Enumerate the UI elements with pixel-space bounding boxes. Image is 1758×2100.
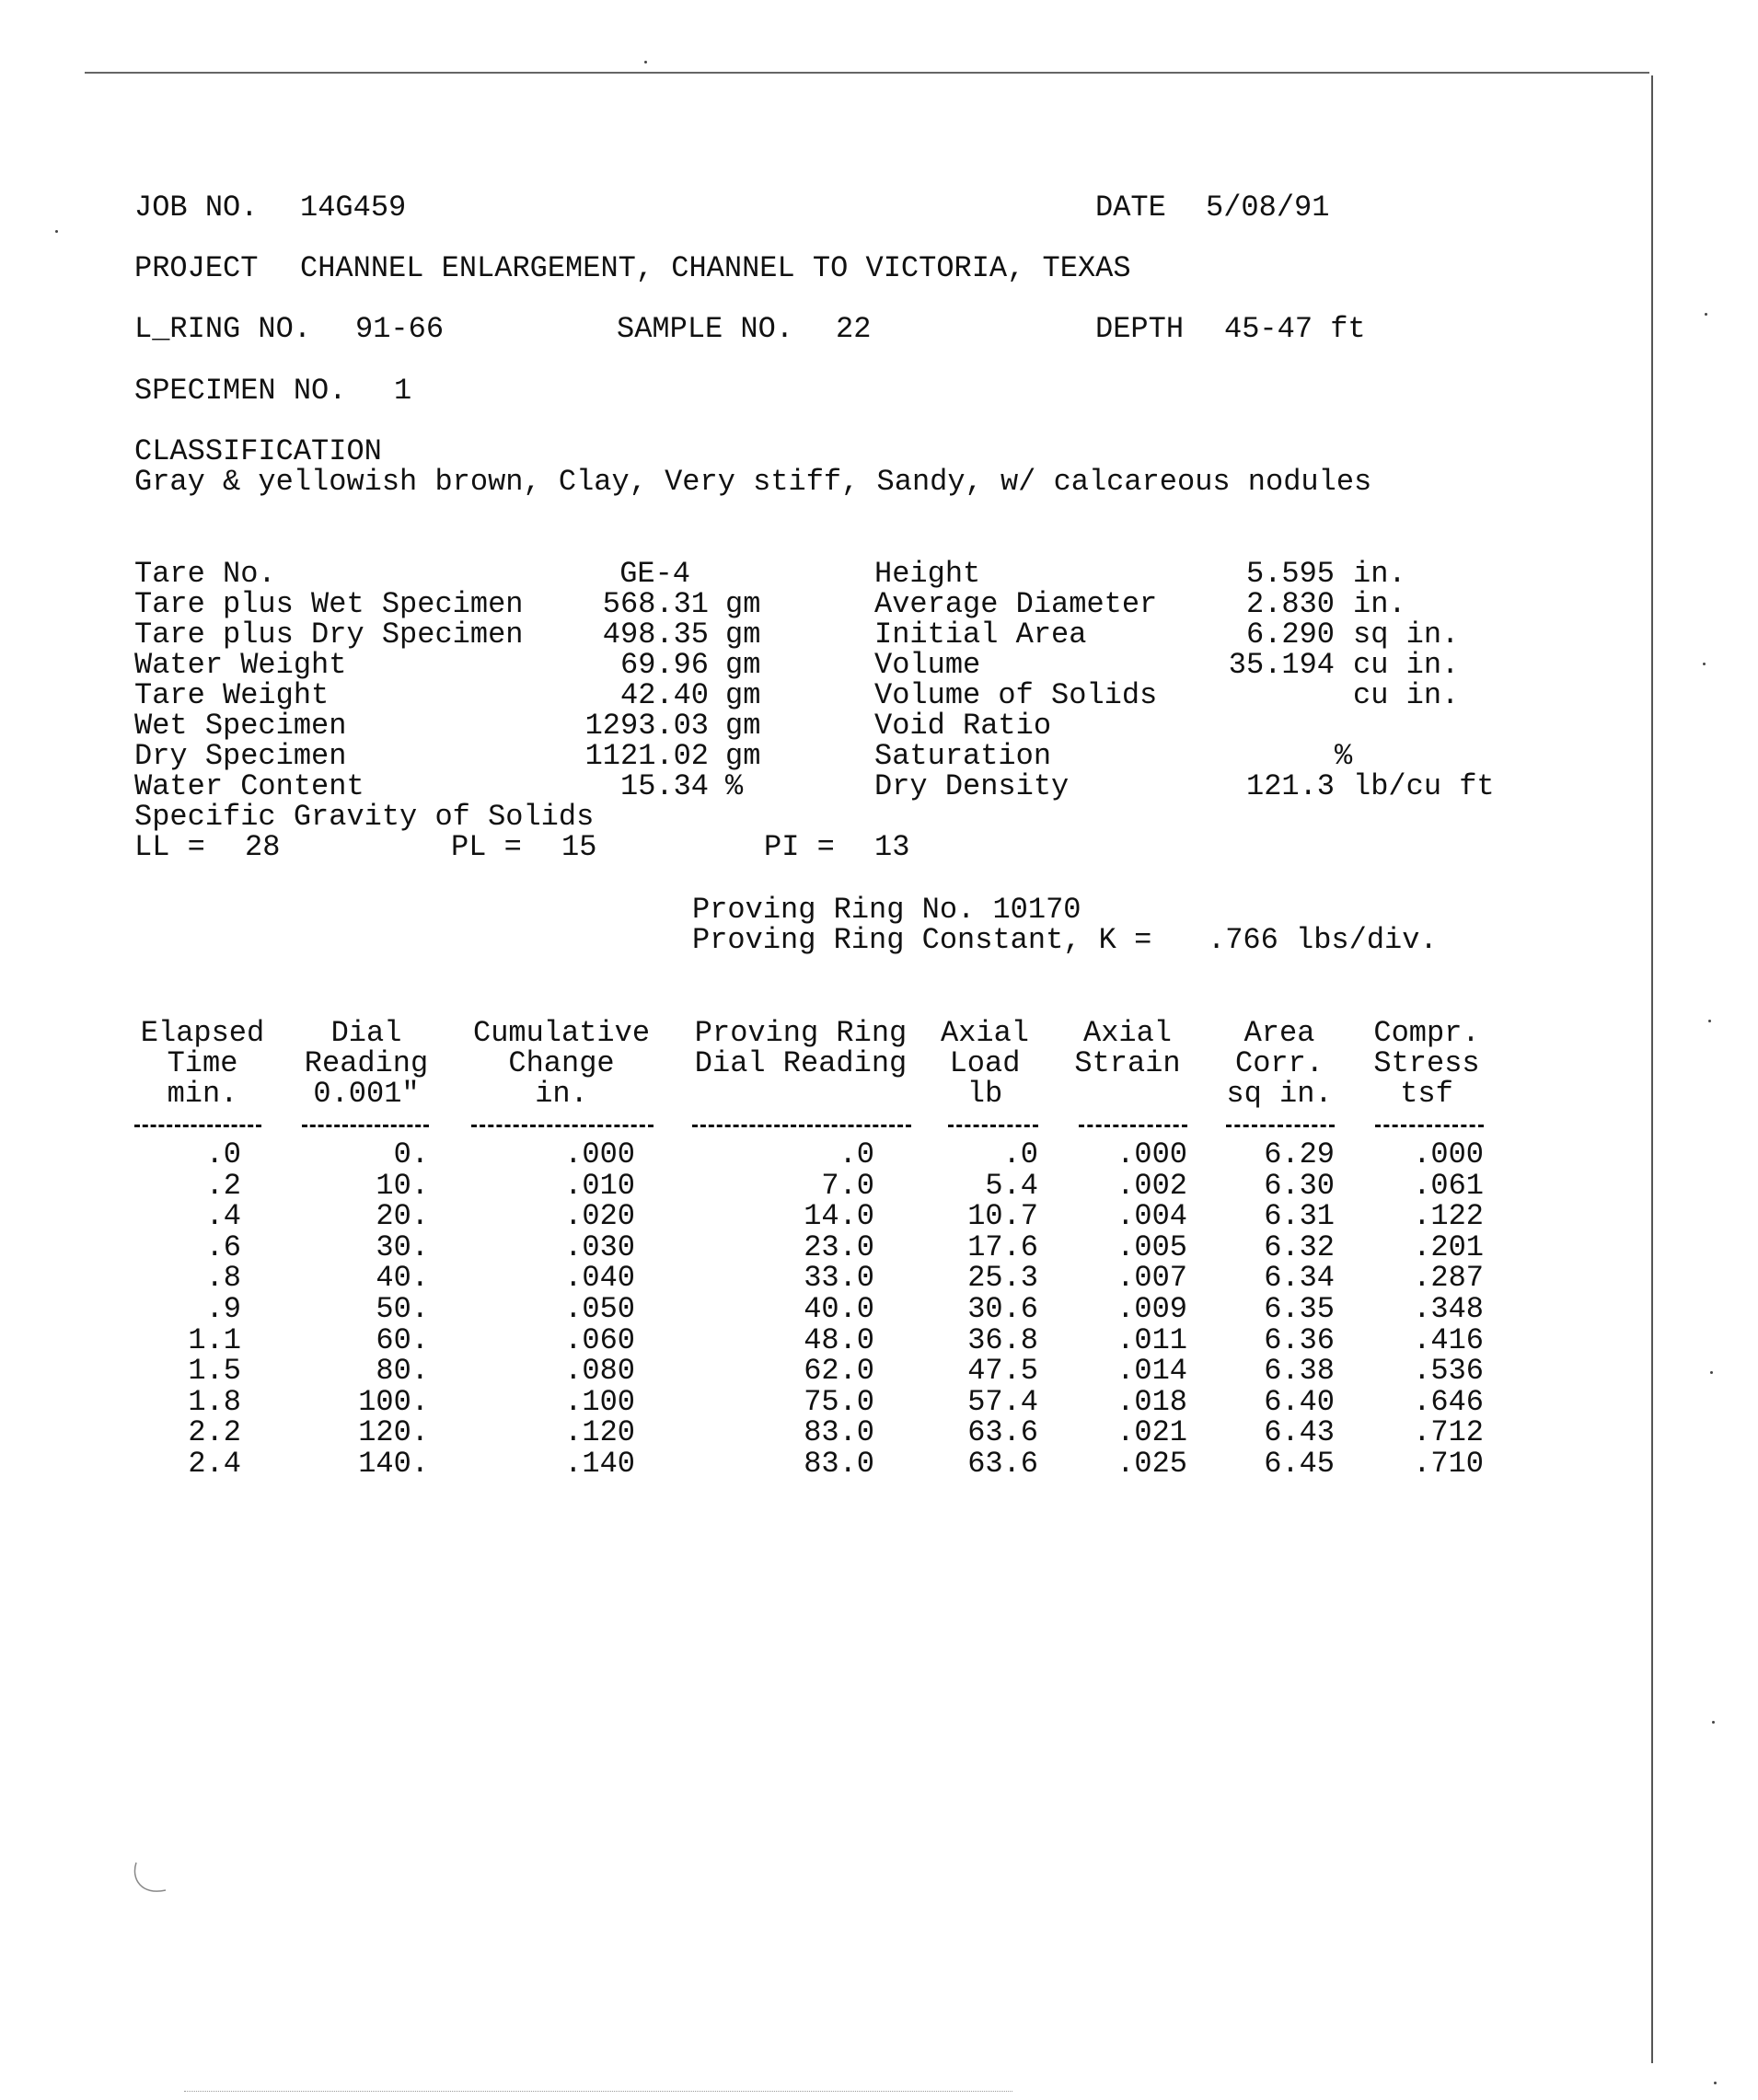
prop-value: 1293.03 <box>584 709 709 743</box>
column-header: Axial Strain <box>1074 1016 1181 1080</box>
proving-ring-reading-cell: .0 <box>839 1137 874 1171</box>
scan-speck <box>1705 313 1707 316</box>
prop-unit: gm <box>725 739 761 773</box>
column-header: Proving Ring Dial Reading <box>694 1016 908 1080</box>
prop-value: 121.3 <box>1245 769 1335 803</box>
prop-value: 5.595 <box>1245 557 1335 591</box>
axial-strain-cell: .011 <box>1116 1323 1187 1357</box>
elapsed-time-cell: 1.1 <box>188 1323 241 1357</box>
axial-strain-cell: .025 <box>1116 1447 1187 1481</box>
prop-label: Water Weight <box>134 648 347 682</box>
axial-strain-cell: .000 <box>1116 1137 1187 1171</box>
axial-strain-cell: .009 <box>1116 1292 1187 1326</box>
prop-unit: % <box>1335 739 1353 773</box>
scan-speck <box>1710 1371 1713 1374</box>
proving-ring-reading-cell: 14.0 <box>804 1199 874 1233</box>
compr-stress-cell: .000 <box>1413 1137 1484 1171</box>
axial-strain-cell: .004 <box>1116 1199 1187 1233</box>
proving-ring-reading-cell: 75.0 <box>804 1385 874 1419</box>
proving-ring-reading-cell: 83.0 <box>804 1415 874 1449</box>
area-corr-cell: 6.35 <box>1264 1292 1335 1326</box>
proving-ring-constant-value: .766 lbs/div. <box>1208 923 1438 957</box>
dial-reading-cell: 40. <box>376 1261 429 1295</box>
elapsed-time-cell: .2 <box>205 1169 241 1203</box>
compr-stress-cell: .348 <box>1413 1292 1484 1326</box>
compr-stress-cell: .712 <box>1413 1415 1484 1449</box>
compr-stress-cell: .201 <box>1413 1230 1484 1264</box>
elapsed-time-cell: 2.2 <box>188 1415 241 1449</box>
axial-load-cell: 36.8 <box>967 1323 1038 1357</box>
prop-label: Dry Specimen <box>134 739 347 773</box>
prop-value: 15.34 <box>619 769 709 803</box>
project-name: CHANNEL ENLARGEMENT, CHANNEL TO VICTORIA, TEXAS <box>300 251 1131 285</box>
axial-strain-cell: .018 <box>1116 1385 1187 1419</box>
prop-label: Tare plus Wet Specimen <box>134 587 524 621</box>
axial-load-cell: 25.3 <box>967 1261 1038 1295</box>
dial-reading-cell: 20. <box>376 1199 429 1233</box>
prop-value: 6.290 <box>1245 617 1335 652</box>
cumulative-change-cell: .010 <box>564 1169 635 1203</box>
sample-label: SAMPLE NO. <box>617 312 794 346</box>
prop-unit: % <box>725 769 744 803</box>
prop-value: 35.194 <box>1228 648 1335 682</box>
dial-reading-cell: 0. <box>393 1137 429 1171</box>
axial-load-cell: 63.6 <box>967 1447 1038 1481</box>
compr-stress-cell: .646 <box>1413 1385 1484 1419</box>
dial-reading-cell: 60. <box>376 1323 429 1357</box>
cumulative-change-cell: .140 <box>564 1447 635 1481</box>
axial-strain-cell: .007 <box>1116 1261 1187 1295</box>
area-corr-cell: 6.40 <box>1264 1385 1335 1419</box>
axial-load-cell: 63.6 <box>967 1415 1038 1449</box>
dial-reading-cell: 100. <box>358 1385 429 1419</box>
dial-reading-cell: 80. <box>376 1354 429 1388</box>
scan-speck <box>1703 663 1706 665</box>
header-rule <box>471 1125 653 1127</box>
prop-label: Initial Area <box>874 617 1087 652</box>
compr-stress-cell: .416 <box>1413 1323 1484 1357</box>
prop-label: Volume of Solids <box>874 678 1158 712</box>
scan-speck <box>1712 1721 1715 1724</box>
date-label: DATE <box>1095 190 1166 225</box>
area-corr-cell: 6.36 <box>1264 1323 1335 1357</box>
prop-unit: in. <box>1353 557 1406 591</box>
prop-unit: gm <box>725 648 761 682</box>
column-header: Dial Reading 0.001" <box>304 1016 429 1111</box>
header-rule <box>302 1125 429 1127</box>
prop-value: 498.35 <box>602 617 709 652</box>
prop-unit: gm <box>725 617 761 652</box>
prop-value: GE-4 <box>619 557 690 591</box>
prop-unit: cu in. <box>1353 678 1460 712</box>
prop-label: Wet Specimen <box>134 709 347 743</box>
date-value: 5/08/91 <box>1206 190 1330 225</box>
specimen-label: SPECIMEN NO. <box>134 374 347 408</box>
header-rule <box>1079 1125 1187 1127</box>
proving-ring-reading-cell: 48.0 <box>804 1323 874 1357</box>
prop-label: Tare No. <box>134 557 276 591</box>
area-corr-cell: 6.43 <box>1264 1415 1335 1449</box>
axial-load-cell: 10.7 <box>967 1199 1038 1233</box>
ll-value: 28 <box>245 830 281 864</box>
header-rule <box>1226 1125 1335 1127</box>
prop-unit: sq in. <box>1353 617 1460 652</box>
ll-label: LL = <box>134 830 205 864</box>
prop-value: 69.96 <box>619 648 709 682</box>
area-corr-cell: 6.38 <box>1264 1354 1335 1388</box>
pl-value: 15 <box>561 830 597 864</box>
header-rule <box>948 1125 1038 1127</box>
prop-label: Height <box>874 557 981 591</box>
axial-load-cell: 30.6 <box>967 1292 1038 1326</box>
dial-reading-cell: 30. <box>376 1230 429 1264</box>
column-header: Area Corr. sq in. <box>1226 1016 1333 1111</box>
cumulative-change-cell: .120 <box>564 1415 635 1449</box>
column-header: Elapsed Time min. <box>140 1016 265 1111</box>
proving-ring-reading-cell: 7.0 <box>821 1169 874 1203</box>
area-corr-cell: 6.29 <box>1264 1137 1335 1171</box>
axial-load-cell: 5.4 <box>985 1169 1038 1203</box>
elapsed-time-cell: .6 <box>205 1230 241 1264</box>
axial-strain-cell: .021 <box>1116 1415 1187 1449</box>
elapsed-time-cell: .8 <box>205 1261 241 1295</box>
column-header: Axial Load lb <box>940 1016 1029 1111</box>
header-rule <box>134 1125 261 1127</box>
compr-stress-cell: .536 <box>1413 1354 1484 1388</box>
prop-label: Tare plus Dry Specimen <box>134 617 524 652</box>
compr-stress-cell: .710 <box>1413 1447 1484 1481</box>
prop-unit: gm <box>725 678 761 712</box>
header-rule <box>692 1125 911 1127</box>
prop-value: 1121.02 <box>584 739 709 773</box>
proving-ring-number: Proving Ring No. 10170 <box>692 893 1081 927</box>
axial-strain-cell: .002 <box>1116 1169 1187 1203</box>
depth-value: 45-47 ft <box>1224 312 1366 346</box>
cumulative-change-cell: .080 <box>564 1354 635 1388</box>
prop-unit: cu in. <box>1353 648 1460 682</box>
area-corr-cell: 6.31 <box>1264 1199 1335 1233</box>
prop-label: Dry Density <box>874 769 1070 803</box>
dial-reading-cell: 50. <box>376 1292 429 1326</box>
cumulative-change-cell: .050 <box>564 1292 635 1326</box>
axial-strain-cell: .005 <box>1116 1230 1187 1264</box>
column-header: Cumulative Change in. <box>472 1016 651 1111</box>
prop-value: 2.830 <box>1245 587 1335 621</box>
axial-load-cell: 57.4 <box>967 1385 1038 1419</box>
area-corr-cell: 6.30 <box>1264 1169 1335 1203</box>
proving-ring-reading-cell: 40.0 <box>804 1292 874 1326</box>
prop-unit: lb/cu ft <box>1353 769 1495 803</box>
sample-number: 22 <box>836 312 872 346</box>
boring-label: L_RING NO. <box>134 312 312 346</box>
prop-label: Specific Gravity of Solids <box>134 800 595 834</box>
prop-label: Void Ratio <box>874 709 1052 743</box>
prop-label: Average Diameter <box>874 587 1158 621</box>
cumulative-change-cell: .030 <box>564 1230 635 1264</box>
job-label: JOB NO. <box>134 190 259 225</box>
elapsed-time-cell: 2.4 <box>188 1447 241 1481</box>
prop-unit: gm <box>725 587 761 621</box>
prop-label: Volume <box>874 648 981 682</box>
scan-speck <box>1708 1020 1711 1022</box>
pl-label: PL = <box>451 830 522 864</box>
prop-unit: in. <box>1353 587 1406 621</box>
proving-ring-reading-cell: 23.0 <box>804 1230 874 1264</box>
compr-stress-cell: .061 <box>1413 1169 1484 1203</box>
area-corr-cell: 6.34 <box>1264 1261 1335 1295</box>
scan-speck <box>1714 2082 1717 2084</box>
prop-label: Tare Weight <box>134 678 330 712</box>
proving-ring-reading-cell: 62.0 <box>804 1354 874 1388</box>
pencil-mark <box>129 1859 175 1905</box>
proving-ring-reading-cell: 83.0 <box>804 1447 874 1481</box>
axial-load-cell: 17.6 <box>967 1230 1038 1264</box>
compr-stress-cell: .287 <box>1413 1261 1484 1295</box>
dial-reading-cell: 120. <box>358 1415 429 1449</box>
header-rule <box>1375 1125 1484 1127</box>
job-number: 14G459 <box>300 190 407 225</box>
cumulative-change-cell: .020 <box>564 1199 635 1233</box>
specimen-number: 1 <box>394 374 412 408</box>
project-label: PROJECT <box>134 251 259 285</box>
scan-speck <box>644 61 647 63</box>
elapsed-time-cell: .0 <box>205 1137 241 1171</box>
axial-load-cell: 47.5 <box>967 1354 1038 1388</box>
area-corr-cell: 6.45 <box>1264 1447 1335 1481</box>
pi-value: 13 <box>874 830 910 864</box>
axial-load-cell: .0 <box>1002 1137 1038 1171</box>
prop-value: 568.31 <box>602 587 709 621</box>
prop-unit: gm <box>725 709 761 743</box>
scan-speck <box>55 230 58 233</box>
cumulative-change-cell: .100 <box>564 1385 635 1419</box>
area-corr-cell: 6.32 <box>1264 1230 1335 1264</box>
elapsed-time-cell: 1.8 <box>188 1385 241 1419</box>
depth-label: DEPTH <box>1095 312 1185 346</box>
cumulative-change-cell: .060 <box>564 1323 635 1357</box>
cumulative-change-cell: .040 <box>564 1261 635 1295</box>
proving-ring-reading-cell: 33.0 <box>804 1261 874 1295</box>
elapsed-time-cell: 1.5 <box>188 1354 241 1388</box>
cumulative-change-cell: .000 <box>564 1137 635 1171</box>
boring-number: 91-66 <box>355 312 445 346</box>
classification-label: CLASSIFICATION <box>134 434 382 468</box>
prop-value: 42.40 <box>619 678 709 712</box>
dial-reading-cell: 10. <box>376 1169 429 1203</box>
column-header: Compr. Stress tsf <box>1373 1016 1480 1111</box>
axial-strain-cell: .014 <box>1116 1354 1187 1388</box>
elapsed-time-cell: .9 <box>205 1292 241 1326</box>
elapsed-time-cell: .4 <box>205 1199 241 1233</box>
compr-stress-cell: .122 <box>1413 1199 1484 1233</box>
classification-text: Gray & yellowish brown, Clay, Very stiff, Sandy, w/ calcareous nodules <box>134 465 1372 499</box>
proving-ring-constant-label: Proving Ring Constant, K = <box>692 923 1152 957</box>
prop-label: Saturation <box>874 739 1052 773</box>
dial-reading-cell: 140. <box>358 1447 429 1481</box>
prop-label: Water Content <box>134 769 364 803</box>
pi-label: PI = <box>764 830 835 864</box>
